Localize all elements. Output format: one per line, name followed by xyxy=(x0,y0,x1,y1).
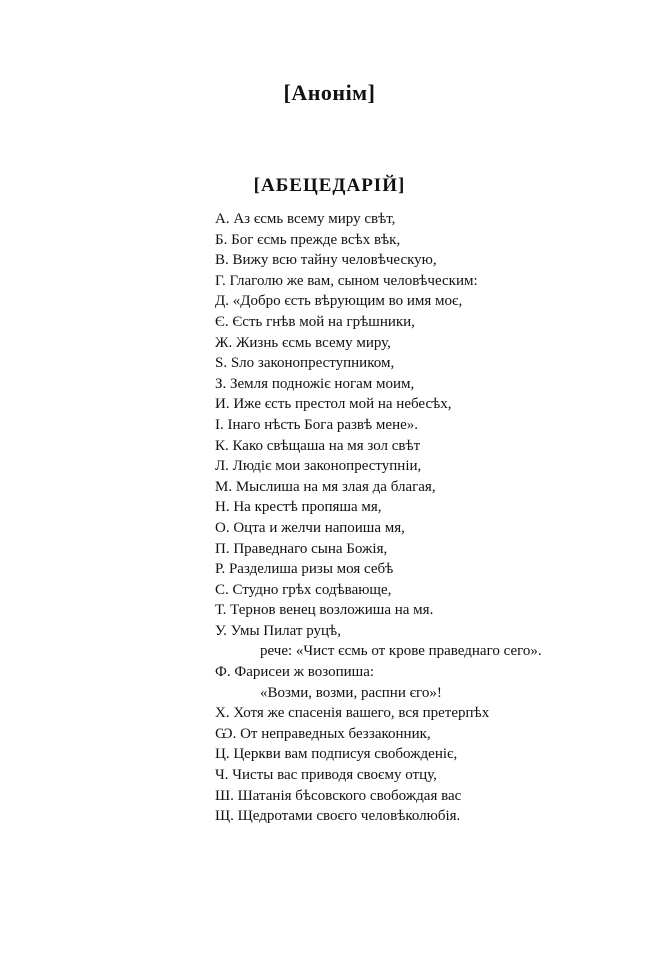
verse-line: Т. Тернов венец возложиша на мя. xyxy=(215,602,434,619)
verse-line: Г. Глаголю же вам, сыном человѣческим: xyxy=(215,272,478,289)
verse-line: С. Студно грѣх содѣвающе, xyxy=(215,581,392,598)
verse-line: Ѕ. Ѕло законопреступником, xyxy=(215,355,395,372)
verse-line: З. Земля подножіє ногам моим, xyxy=(215,375,415,392)
verse-line: П. Праведнаго сына Божія, xyxy=(215,540,388,557)
verse-line: Ѡ. От неправедных беззаконник, xyxy=(215,725,431,742)
verse-line: Щ. Щедротами своєго человѣколюбія. xyxy=(215,808,461,825)
verse-line: Ч. Чисты вас приводя своєму отцу, xyxy=(215,767,437,784)
verse-line: Ц. Церкви вам подписуя свобожденіє, xyxy=(215,746,458,763)
verse-line: Р. Разделиша ризы моя себѣ xyxy=(215,561,394,578)
verse-line: Х. Хотя же спасенія вашего, вся претерпѣх xyxy=(215,705,490,722)
verse-line: Б. Бог єсмь прежде всѣх вѣк, xyxy=(215,231,401,248)
verse-line: Ш. Шатанія бѣсовского свобождая вас xyxy=(215,787,462,804)
verse-line: К. Како свѣщаша на мя зол свѣт xyxy=(215,437,421,454)
verse-line: В. Вижу всю тайну человѣческую, xyxy=(215,252,437,269)
verse-line: Ж. Жизнь єсмь всему миру, xyxy=(215,334,391,351)
verse-line: М. Мыслиша на мя злая да благая, xyxy=(215,478,436,495)
verse-line: Ф. Фарисеи ж возопиша: xyxy=(215,664,375,681)
author-heading: [Анонім] xyxy=(283,80,376,105)
verse-line: А. Аз єсмь всему миру свѣт, xyxy=(215,211,396,227)
verse-line: Д. «Добро єсть вѣрующим во имя моє, xyxy=(215,293,463,310)
verse-line: Є. Єсть гнѣв мой на грѣшники, xyxy=(215,313,415,330)
poem-title: [АБЕЦЕДАРІЙ] xyxy=(253,175,406,196)
verse-list xyxy=(215,209,645,827)
verse-line-continuation: рече: «Чист єсмь от крове праведнаго сего». xyxy=(260,643,542,660)
verse-line: Л. Людіє мои законопреступніи, xyxy=(215,458,422,475)
verse-line: И. Иже єсть престол мой на небесѣх, xyxy=(215,396,452,413)
verse-line: І. Інаго нѣсть Бога развѣ мене». xyxy=(215,416,418,433)
verse-line: У. Умы Пилат руцѣ, xyxy=(215,622,341,639)
verse-line: О. Оцта и желчи напоиша мя, xyxy=(215,519,405,536)
verse-line: Н. На крестѣ пропяша мя, xyxy=(215,499,382,516)
verse-line-continuation: «Возми, возми, распни єго»! xyxy=(260,684,442,701)
